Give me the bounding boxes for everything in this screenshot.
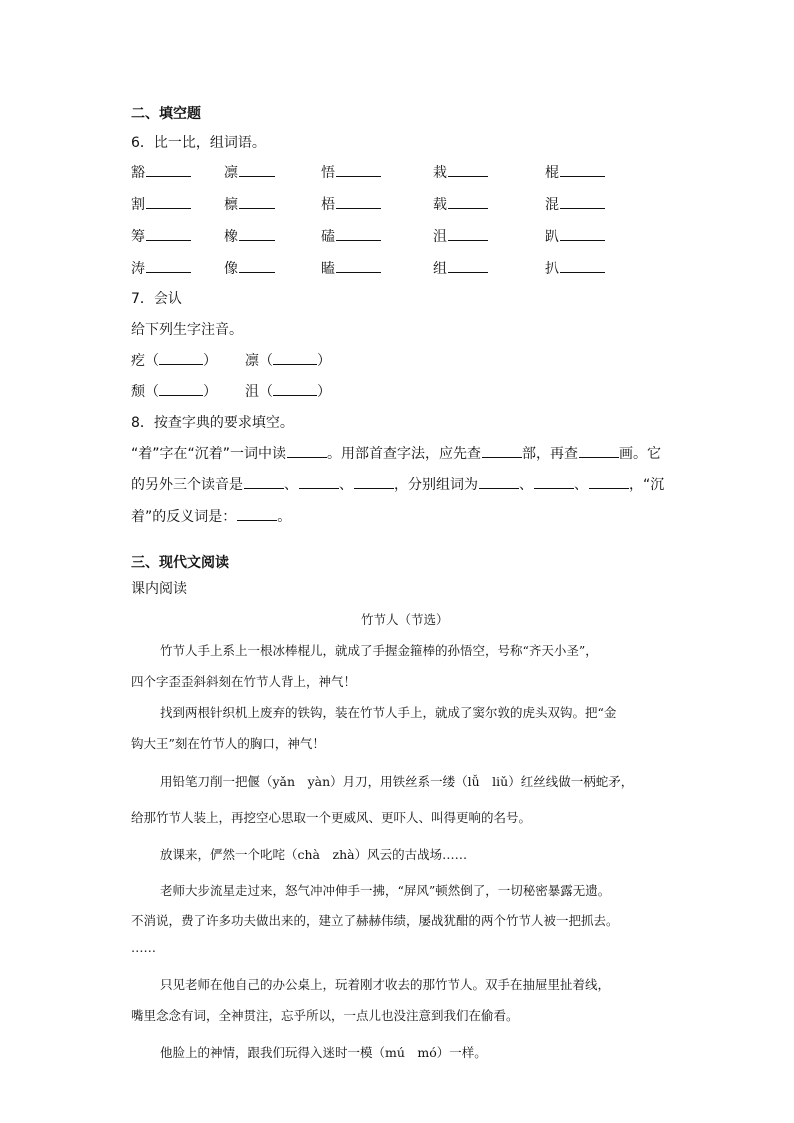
answer-blank[interactable] bbox=[239, 162, 275, 177]
answer-blank[interactable] bbox=[336, 226, 381, 241]
answer-blank[interactable] bbox=[159, 383, 203, 396]
story-paragraph: 竹节人手上系上一根冰棒棍儿，就成了手握金箍棒的孙悟空，号称“齐天小圣”， bbox=[160, 643, 598, 658]
answer-blank[interactable] bbox=[479, 474, 519, 489]
grid-item: 组 bbox=[433, 258, 488, 278]
grid-item: 棍 bbox=[545, 162, 605, 182]
answer-blank[interactable] bbox=[244, 474, 284, 489]
section-2-title: 二、填空题 bbox=[131, 106, 201, 122]
grid-item: 沮 bbox=[433, 226, 488, 246]
pinyin-item: 沮（ ） bbox=[245, 384, 331, 400]
grid-item: 像 bbox=[224, 258, 275, 278]
pinyin-item: 疙（ ） bbox=[131, 353, 217, 369]
story-ellipsis: …… bbox=[131, 940, 156, 955]
story-paragraph: 四个字歪歪斜斜刻在竹节人背上，神气！ bbox=[131, 674, 357, 689]
story-paragraph: 老师大步流星走过来，怒气冲冲伸手一拂，“屏风”顿然倒了，一切秘密暴露无遗。 bbox=[160, 883, 611, 898]
answer-blank[interactable] bbox=[146, 194, 191, 209]
grid-item: 檩 bbox=[224, 194, 275, 214]
answer-blank[interactable] bbox=[336, 162, 381, 177]
story-paragraph: 只见老师在他自己的办公桌上，玩着刚才收去的那竹节人。双手在抽屉里扯着线， bbox=[160, 977, 611, 992]
answer-blank[interactable] bbox=[482, 443, 522, 458]
answer-blank[interactable] bbox=[237, 506, 277, 521]
question-8-line-1: “着”字在“沉着”一词中读 。用部首查字法，应先查 部，再查 画。它 bbox=[131, 443, 661, 463]
answer-blank[interactable] bbox=[273, 383, 317, 396]
answer-blank[interactable] bbox=[336, 258, 381, 273]
answer-blank[interactable] bbox=[354, 474, 394, 489]
answer-blank[interactable] bbox=[273, 352, 317, 365]
answer-blank[interactable] bbox=[146, 162, 191, 177]
grid-item: 凛 bbox=[224, 162, 275, 182]
story-paragraph: 放课来，俨然一个叱咤（chà zhà）风云的古战场…… bbox=[160, 847, 468, 862]
story-paragraph: 嘴里念念有词，全神贯注，忘乎所以，一点儿也没注意到我们在偷看。 bbox=[131, 1008, 519, 1023]
answer-blank[interactable] bbox=[448, 258, 488, 273]
answer-blank[interactable] bbox=[299, 474, 339, 489]
answer-blank[interactable] bbox=[448, 226, 488, 241]
grid-item: 栽 bbox=[433, 162, 488, 182]
pinyin-item: 颓（ ） bbox=[131, 384, 217, 400]
story-paragraph: 不消说，费了许多功夫做出来的，建立了赫赫伟绩，屡战犹酣的两个竹节人被一把抓去。 bbox=[131, 913, 619, 928]
pinyin-item: 凛（ ） bbox=[245, 353, 331, 369]
section-3-subtitle: 课内阅读 bbox=[131, 581, 187, 597]
answer-blank[interactable] bbox=[146, 258, 191, 273]
grid-item: 扒 bbox=[545, 258, 605, 278]
question-7: 7．会认 bbox=[131, 291, 182, 307]
answer-blank[interactable] bbox=[560, 162, 605, 177]
grid-item: 梧 bbox=[321, 194, 381, 214]
answer-blank[interactable] bbox=[534, 474, 574, 489]
story-paragraph: 给那竹节人装上，再挖空心思取一个更威风、更吓人、叫得更响的名号。 bbox=[131, 810, 532, 825]
question-7-instruction: 给下列生字注音。 bbox=[131, 322, 243, 338]
question-8: 8．按查字典的要求填空。 bbox=[131, 415, 294, 431]
question-8-line-3: 着”的反义词是： 。 bbox=[131, 506, 291, 526]
grid-item: 豁 bbox=[131, 162, 191, 182]
answer-blank[interactable] bbox=[560, 226, 605, 241]
grid-item: 悟 bbox=[321, 162, 381, 182]
grid-item: 橡 bbox=[224, 226, 275, 246]
answer-blank[interactable] bbox=[239, 258, 275, 273]
grid-item: 筹 bbox=[131, 226, 191, 246]
story-paragraph: 找到两根针织机上废弃的铁钩，装在竹节人手上，就成了窦尔敦的虎头双钩。把“金 bbox=[160, 705, 617, 720]
question-8-line-2: 的另外三个读音是 、 、 ，分别组词为 、 、 ，“沉 bbox=[131, 474, 664, 494]
section-3-title: 三、现代文阅读 bbox=[131, 555, 229, 571]
story-title: 竹节人（节选） bbox=[361, 612, 449, 627]
answer-blank[interactable] bbox=[159, 352, 203, 365]
story-paragraph: 他脸上的神情，跟我们玩得入迷时一模（mú mó）一样。 bbox=[160, 1045, 487, 1060]
story-paragraph: 用铅笔刀削一把偃（yǎn yàn）月刀，用铁丝系一缕（lǚ liǔ）红丝线做一柄蛇矛， bbox=[160, 774, 634, 789]
grid-item: 瞌 bbox=[321, 258, 381, 278]
grid-item: 载 bbox=[433, 194, 488, 214]
story-paragraph: 钩大王”刻在竹节人的胸口，神气！ bbox=[131, 736, 325, 751]
grid-item: 混 bbox=[545, 194, 605, 214]
answer-blank[interactable] bbox=[560, 258, 605, 273]
answer-blank[interactable] bbox=[579, 443, 619, 458]
grid-item: 趴 bbox=[545, 226, 605, 246]
question-6: 6．比一比，组词语。 bbox=[131, 135, 266, 151]
answer-blank[interactable] bbox=[287, 443, 327, 458]
answer-blank[interactable] bbox=[560, 194, 605, 209]
answer-blank[interactable] bbox=[336, 194, 381, 209]
answer-blank[interactable] bbox=[239, 194, 275, 209]
answer-blank[interactable] bbox=[448, 194, 488, 209]
grid-item: 磕 bbox=[321, 226, 381, 246]
grid-item: 割 bbox=[131, 194, 191, 214]
answer-blank[interactable] bbox=[589, 474, 629, 489]
answer-blank[interactable] bbox=[239, 226, 275, 241]
answer-blank[interactable] bbox=[146, 226, 191, 241]
answer-blank[interactable] bbox=[448, 162, 488, 177]
grid-item: 涛 bbox=[131, 258, 191, 278]
